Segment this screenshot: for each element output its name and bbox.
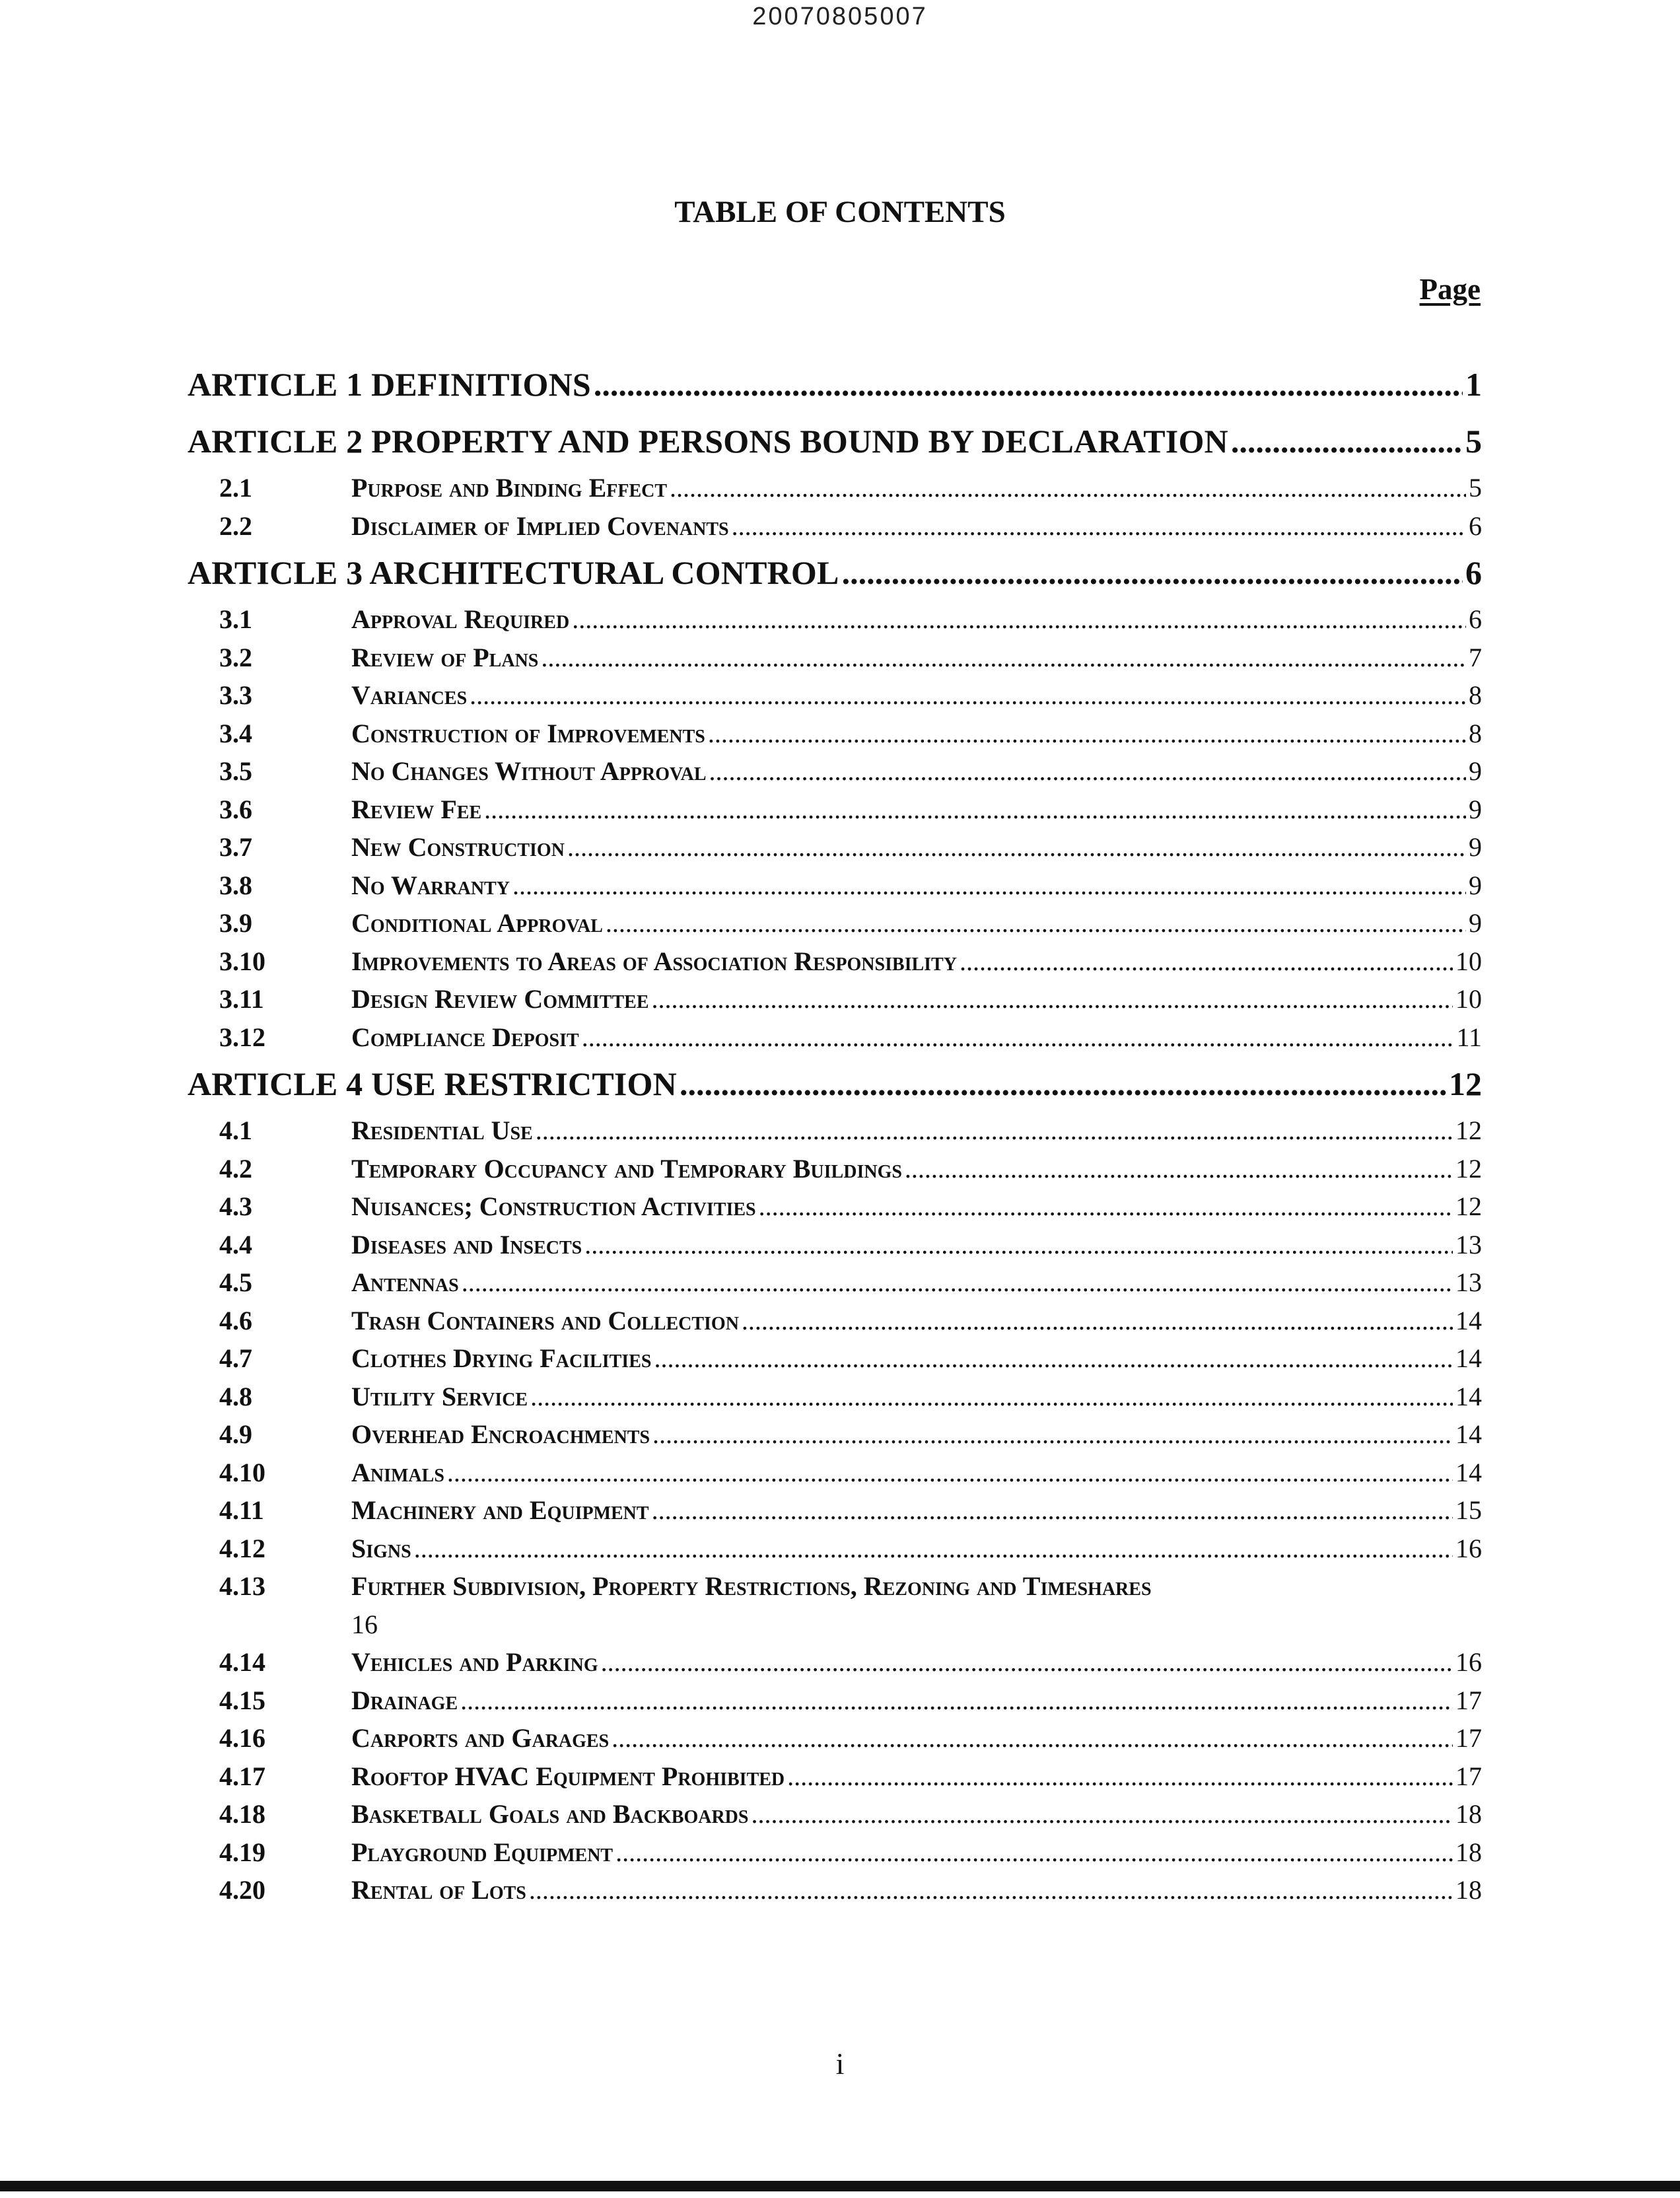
toc-section[interactable] xyxy=(188,1378,1482,1416)
section-label: Carports and Garages xyxy=(351,1723,610,1753)
dot-leader xyxy=(652,1491,1453,1530)
section-page: 14 xyxy=(1455,1457,1482,1487)
section-label: Approval Required xyxy=(351,604,570,634)
dot-leader xyxy=(612,1719,1453,1757)
section-number: 3.10 xyxy=(219,946,265,976)
section-number: 3.3 xyxy=(219,680,252,710)
toc-section[interactable] xyxy=(188,942,1482,981)
section-page: 18 xyxy=(1455,1837,1482,1867)
toc-section[interactable] xyxy=(188,600,1482,639)
section-label: Utility Service xyxy=(351,1381,528,1411)
section-page: 18 xyxy=(1455,1799,1482,1829)
section-page: 10 xyxy=(1455,946,1482,976)
section-page: 14 xyxy=(1455,1381,1482,1411)
section-number: 3.5 xyxy=(219,756,252,786)
toc-section[interactable] xyxy=(188,1263,1482,1302)
dot-leader xyxy=(470,676,1466,715)
toc-section[interactable] xyxy=(188,1682,1482,1720)
toc-section[interactable] xyxy=(188,1757,1482,1796)
section-label: Variances xyxy=(351,680,468,710)
section-page: 8 xyxy=(1469,680,1482,710)
section-number: 2.2 xyxy=(219,511,252,541)
section-label: Construction of Improvements xyxy=(351,718,705,748)
section-number: 4.12 xyxy=(219,1533,265,1563)
dot-leader xyxy=(530,1378,1453,1416)
section-number: 3.2 xyxy=(219,642,252,672)
section-number: 4.3 xyxy=(219,1191,252,1221)
article-label: ARTICLE 2 PROPERTY AND PERSONS BOUND BY DECLARATION xyxy=(188,423,1228,460)
toc-section[interactable] xyxy=(188,1454,1482,1492)
toc-section[interactable] xyxy=(188,507,1482,546)
section-label: Basketball Goals and Backboards xyxy=(351,1799,749,1829)
section-page: 13 xyxy=(1455,1229,1482,1259)
section-label: Disclaimer of Implied Covenants xyxy=(351,511,729,541)
section-label: No Changes Without Approval xyxy=(351,756,707,786)
section-label: Clothes Drying Facilities xyxy=(351,1343,652,1373)
dot-leader xyxy=(905,1150,1453,1188)
dot-leader xyxy=(606,904,1466,942)
section-number: 4.16 xyxy=(219,1723,265,1753)
dot-leader xyxy=(1231,413,1463,469)
toc-section[interactable] xyxy=(188,980,1482,1018)
dot-leader xyxy=(529,1871,1453,1909)
section-page: 7 xyxy=(1469,642,1482,672)
section-label: Vehicles and Parking xyxy=(351,1647,598,1677)
toc-section[interactable] xyxy=(188,469,1482,507)
dot-leader xyxy=(462,1263,1453,1302)
dot-leader xyxy=(652,980,1453,1018)
section-number: 4.5 xyxy=(219,1267,252,1297)
section-page: 15 xyxy=(1455,1495,1482,1525)
section-label: Trash Containers and Collection xyxy=(351,1305,739,1335)
dot-leader xyxy=(759,1188,1453,1226)
document-id: 20070805007 xyxy=(752,3,928,30)
section-label: No Warranty xyxy=(351,870,510,900)
section-label: New Construction xyxy=(351,832,565,862)
section-page: 14 xyxy=(1455,1305,1482,1335)
section-number: 4.15 xyxy=(219,1685,265,1715)
section-page: 10 xyxy=(1455,984,1482,1014)
toc-section[interactable] xyxy=(188,1339,1482,1378)
section-number: 3.7 xyxy=(219,832,252,862)
toc-section[interactable] xyxy=(188,1833,1482,1872)
dot-leader xyxy=(512,867,1466,905)
toc-section[interactable] xyxy=(188,1150,1482,1188)
section-label: Playground Equipment xyxy=(351,1837,613,1867)
dot-leader xyxy=(594,357,1463,412)
section-number: 4.17 xyxy=(219,1761,265,1791)
article-label: ARTICLE 3 ARCHITECTURAL CONTROL xyxy=(188,554,839,591)
toc-section[interactable] xyxy=(188,867,1482,905)
section-page: 13 xyxy=(1455,1267,1482,1297)
toc-section[interactable] xyxy=(188,904,1482,942)
dot-leader xyxy=(787,1757,1453,1796)
toc-section[interactable] xyxy=(188,1188,1482,1226)
article-page: 1 xyxy=(1465,366,1482,403)
table-of-contents xyxy=(188,357,1482,1909)
section-page: 8 xyxy=(1469,718,1482,748)
section-number: 4.13 xyxy=(219,1571,265,1601)
dot-leader xyxy=(709,752,1467,791)
dot-leader xyxy=(654,1339,1453,1378)
section-page: 16 xyxy=(1455,1647,1482,1677)
section-label: Nuisances; Construction Activities xyxy=(351,1191,756,1221)
article-label: ARTICLE 4 USE RESTRICTION xyxy=(188,1065,677,1102)
article-page: 5 xyxy=(1465,423,1482,460)
section-number: 4.2 xyxy=(219,1153,252,1184)
dot-leader xyxy=(960,942,1453,981)
dot-leader xyxy=(615,1833,1453,1872)
section-label: Overhead Encroachments xyxy=(351,1419,650,1449)
section-number: 3.1 xyxy=(219,604,252,634)
section-number: 2.1 xyxy=(219,473,252,503)
toc-section[interactable] xyxy=(188,1643,1482,1682)
section-number: 4.7 xyxy=(219,1343,252,1373)
page-column-heading: Page xyxy=(1419,273,1481,306)
dot-leader xyxy=(414,1530,1453,1568)
dot-leader xyxy=(584,1226,1453,1264)
section-page: 5 xyxy=(1469,473,1482,503)
toc-section[interactable] xyxy=(188,1871,1482,1909)
toc-section[interactable] xyxy=(188,752,1482,791)
toc-article-1[interactable] xyxy=(188,357,1482,413)
section-label: Conditional Approval xyxy=(351,908,603,938)
section-page: 16 xyxy=(351,1609,378,1639)
section-page: 9 xyxy=(1469,870,1482,900)
dot-leader xyxy=(567,828,1466,867)
section-number: 4.20 xyxy=(219,1875,265,1905)
section-number: 3.12 xyxy=(219,1022,265,1052)
section-number: 3.11 xyxy=(219,984,264,1014)
dot-leader xyxy=(572,600,1466,639)
section-page: 9 xyxy=(1469,756,1482,786)
toc-section[interactable] xyxy=(188,1226,1482,1264)
section-label: Review Fee xyxy=(351,794,482,824)
toc-section[interactable] xyxy=(188,1530,1482,1568)
section-page: 17 xyxy=(1455,1761,1482,1791)
section-label: Temporary Occupancy and Temporary Buildings xyxy=(351,1153,902,1184)
toc-section[interactable] xyxy=(188,715,1482,753)
section-label: Purpose and Binding Effect xyxy=(351,473,668,503)
section-number: 4.18 xyxy=(219,1799,265,1829)
toc-section[interactable] xyxy=(188,639,1482,677)
section-page: 12 xyxy=(1455,1116,1482,1145)
section-page: 9 xyxy=(1469,794,1482,824)
section-number: 4.10 xyxy=(219,1457,265,1487)
section-label: Further Subdivision, Property Restrictions, Rezoning and Timeshares xyxy=(351,1571,1152,1601)
dot-leader xyxy=(742,1302,1453,1340)
toc-section[interactable] xyxy=(188,1112,1482,1150)
section-number: 3.9 xyxy=(219,908,252,938)
toc-section[interactable] xyxy=(188,1302,1482,1340)
toc-section[interactable] xyxy=(188,828,1482,867)
toc-section[interactable] xyxy=(188,1567,1482,1643)
section-page: 9 xyxy=(1469,908,1482,938)
section-page: 12 xyxy=(1455,1153,1482,1184)
section-page: 12 xyxy=(1455,1191,1482,1221)
section-page: 17 xyxy=(1455,1723,1482,1753)
section-page: 16 xyxy=(1455,1533,1482,1563)
section-page: 18 xyxy=(1455,1875,1482,1905)
footer-page-number: i xyxy=(835,2047,845,2080)
toc-section[interactable] xyxy=(188,1795,1482,1833)
section-number: 4.1 xyxy=(219,1116,252,1145)
section-number: 3.8 xyxy=(219,870,252,900)
section-page: 14 xyxy=(1455,1419,1482,1449)
toc-section[interactable] xyxy=(188,676,1482,715)
section-number: 4.14 xyxy=(219,1647,265,1677)
dot-leader xyxy=(484,791,1466,829)
section-page: 11 xyxy=(1456,1022,1482,1052)
section-label: Review of Plans xyxy=(351,642,539,672)
section-page: 9 xyxy=(1469,832,1482,862)
section-number: 3.4 xyxy=(219,718,252,748)
dot-leader xyxy=(460,1682,1453,1720)
section-number: 4.11 xyxy=(219,1495,264,1525)
section-number: 4.8 xyxy=(219,1381,252,1411)
section-label: Design Review Committee xyxy=(351,984,649,1014)
section-label: Rental of Lots xyxy=(351,1875,526,1905)
section-label: Diseases and Insects xyxy=(351,1229,582,1259)
section-number: 4.9 xyxy=(219,1419,252,1449)
section-label: Improvements to Areas of Association Responsibility xyxy=(351,946,957,976)
page-title: TABLE OF CONTENTS xyxy=(674,195,1006,229)
section-label: Drainage xyxy=(351,1685,458,1715)
article-label: ARTICLE 1 DEFINITIONS xyxy=(188,366,591,403)
dot-leader xyxy=(842,545,1463,600)
section-label: Residential Use xyxy=(351,1116,533,1145)
section-label: Rooftop HVAC Equipment Prohibited xyxy=(351,1761,785,1791)
toc-section[interactable] xyxy=(188,1491,1482,1530)
section-page: 14 xyxy=(1455,1343,1482,1373)
section-page: 6 xyxy=(1469,604,1482,634)
section-number: 4.19 xyxy=(219,1837,265,1867)
section-number: 3.6 xyxy=(219,794,252,824)
toc-section[interactable] xyxy=(188,1018,1482,1057)
dot-leader xyxy=(652,1415,1453,1454)
section-page: 6 xyxy=(1469,511,1482,541)
dot-leader xyxy=(751,1795,1453,1833)
section-label: Compliance Deposit xyxy=(351,1022,579,1052)
dot-leader xyxy=(680,1056,1446,1112)
toc-article-4[interactable] xyxy=(188,1056,1482,1112)
section-number: 4.4 xyxy=(219,1229,252,1259)
article-page: 6 xyxy=(1465,554,1482,591)
dot-leader xyxy=(541,639,1466,677)
dot-leader xyxy=(582,1018,1454,1057)
section-label: Signs xyxy=(351,1533,411,1563)
section-page: 17 xyxy=(1455,1685,1482,1715)
dot-leader xyxy=(536,1112,1453,1150)
section-label: Machinery and Equipment xyxy=(351,1495,649,1525)
section-label: Animals xyxy=(351,1457,444,1487)
dot-leader xyxy=(447,1454,1453,1492)
toc-section[interactable] xyxy=(188,1415,1482,1454)
dot-leader xyxy=(732,507,1466,546)
dot-leader xyxy=(708,715,1466,753)
toc-article-2[interactable] xyxy=(188,413,1482,469)
article-page: 12 xyxy=(1449,1065,1482,1102)
toc-section[interactable] xyxy=(188,1719,1482,1757)
scan-edge-rule xyxy=(0,2181,1680,2191)
toc-article-3[interactable] xyxy=(188,545,1482,600)
toc-section[interactable] xyxy=(188,791,1482,829)
section-number: 4.6 xyxy=(219,1305,252,1335)
section-label: Antennas xyxy=(351,1267,459,1297)
dot-leader xyxy=(601,1643,1453,1682)
dot-leader xyxy=(670,469,1466,507)
